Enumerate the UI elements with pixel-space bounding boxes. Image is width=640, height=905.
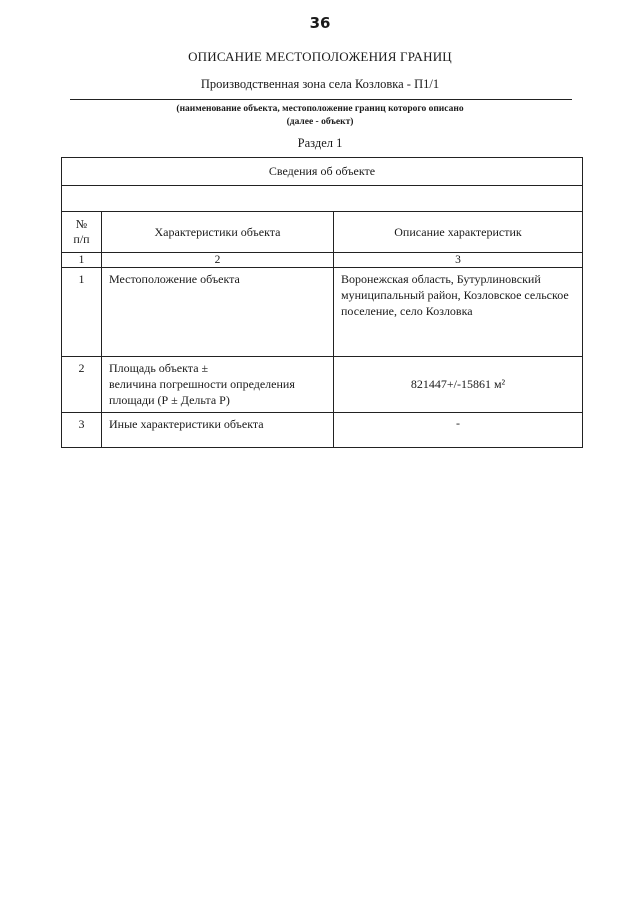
row-number: 1 (62, 268, 102, 357)
table-row (62, 413, 583, 448)
column-number: 1 (62, 253, 102, 268)
table-header-row (62, 158, 583, 186)
column-header-characteristic: Характеристики объекта (102, 212, 334, 253)
row-characteristic: Площадь объекта ± величина погрешности определения площади (Р ± Дельта Р) (102, 357, 334, 413)
column-header-number: № п/п (62, 212, 102, 253)
row-characteristic: Иные характеристики объекта (102, 413, 334, 448)
document-title: ОПИСАНИЕ МЕСТОПОЛОЖЕНИЯ ГРАНИЦ (188, 49, 452, 64)
column-header-description: Описание характеристик (334, 212, 583, 253)
table-column-headers (62, 212, 583, 253)
table-header: Сведения об объекте (62, 158, 583, 186)
row-number: 3 (62, 413, 102, 448)
page-number: 36 (309, 14, 331, 32)
row-characteristic: Местоположение объекта (102, 268, 334, 357)
table-column-numbers (62, 253, 583, 268)
table-row (62, 268, 583, 357)
column-number: 3 (334, 253, 583, 268)
row-description: - (334, 413, 583, 448)
object-name: Производственная зона села Козловка - П1/1 (200, 77, 440, 91)
row-number: 2 (62, 357, 102, 413)
row-description: Воронежская область, Бутурлиновский муниципальный район, Козловское сельское поселение, село Козловка (334, 268, 583, 357)
caption-line-2: (далее - объект) (286, 117, 354, 127)
table-row (62, 357, 583, 413)
object-caption (0, 103, 640, 129)
column-number: 2 (102, 253, 334, 268)
section-title: Раздел 1 (297, 136, 343, 150)
table-blank-cell (62, 186, 583, 212)
row-description: 821447+/-15861 м² (334, 357, 583, 413)
object-info-table (61, 157, 583, 448)
caption-line-1: (наименование объекта, местоположение границ которого описано (176, 104, 464, 114)
table-blank-row (62, 186, 583, 212)
title-underline (70, 99, 572, 100)
